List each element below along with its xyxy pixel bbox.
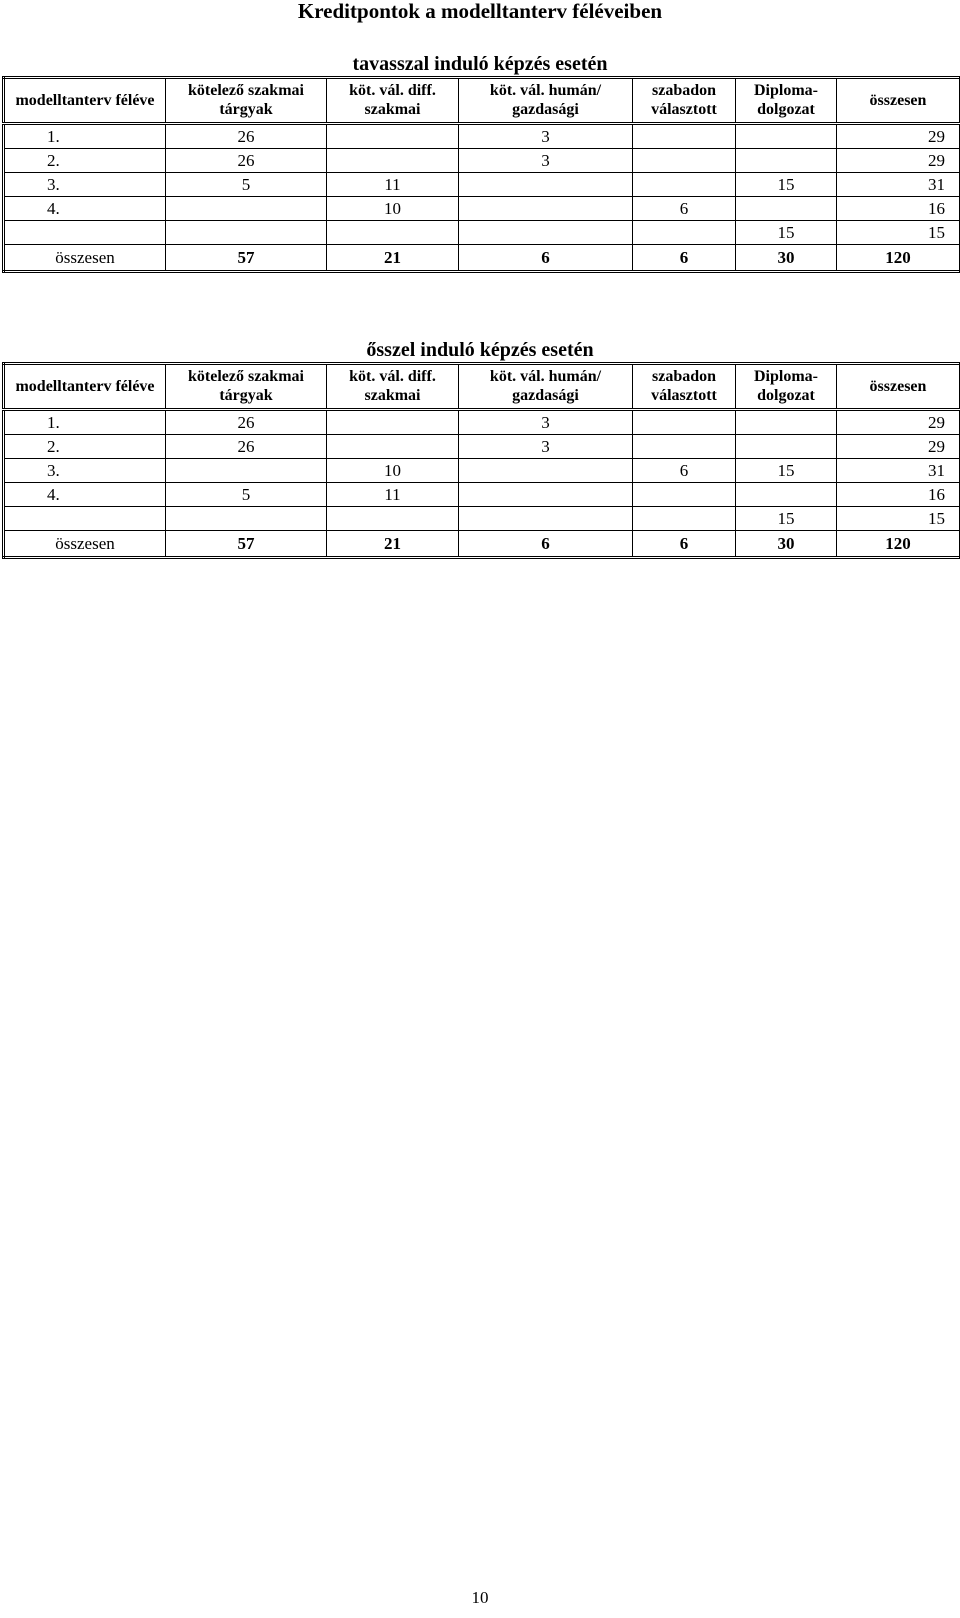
cell-semester: 4.	[4, 483, 166, 507]
cell-thesis	[736, 149, 837, 173]
cell-semester: 2.	[4, 435, 166, 459]
cell-free-elective: 6	[633, 245, 736, 272]
table-row	[4, 483, 960, 507]
cell-mandatory: 57	[166, 531, 327, 558]
header-thesis: Diploma-dolgozat	[736, 78, 837, 124]
cell-semester: 1.	[47, 126, 60, 146]
cell-total: 29	[837, 435, 960, 459]
cell-semester: 2.	[4, 149, 166, 173]
cell-mandatory: 26	[166, 410, 327, 435]
header-free-elective: szabadon választott	[633, 78, 736, 124]
table-row	[4, 459, 960, 483]
cell-mandatory: 26	[166, 124, 327, 149]
cell-elective-professional	[327, 435, 459, 459]
header-elective-professional: köt. vál. diff. szakmai	[327, 78, 459, 124]
cell-elective-humanities	[459, 173, 633, 197]
cell-thesis: 15	[736, 221, 837, 245]
cell-elective-professional: 21	[327, 531, 459, 558]
cell-mandatory: 26	[166, 149, 327, 173]
cell-elective-humanities	[459, 197, 633, 221]
table-row	[4, 507, 960, 531]
cell-total: 29	[837, 410, 960, 435]
cell-mandatory: 57	[166, 245, 327, 272]
table-row	[4, 173, 960, 197]
header-total: összesen	[837, 78, 960, 124]
header-total: összesen	[837, 364, 960, 410]
cell-thesis	[736, 124, 837, 149]
cell-semester: 3.	[4, 459, 166, 483]
total-row	[4, 531, 960, 558]
cell-thesis	[736, 483, 837, 507]
cell-elective-professional	[327, 507, 459, 531]
cell-total: 31	[837, 173, 960, 197]
cell-mandatory	[166, 459, 327, 483]
cell-free-elective	[633, 221, 736, 245]
cell-total: 29	[837, 149, 960, 173]
cell-elective-humanities: 3	[459, 410, 633, 435]
cell-elective-humanities: 6	[459, 245, 633, 272]
autumn-header-row	[4, 364, 960, 410]
cell-elective-humanities	[459, 221, 633, 245]
cell-thesis: 30	[736, 245, 837, 272]
cell-thesis	[736, 410, 837, 435]
cell-free-elective	[633, 435, 736, 459]
page-title: Kreditpontok a modelltanterv féléveiben	[297, 0, 663, 23]
cell-free-elective	[633, 173, 736, 197]
cell-thesis	[736, 435, 837, 459]
cell-mandatory: 26	[166, 435, 327, 459]
cell-free-elective: 6	[633, 459, 736, 483]
cell-elective-humanities	[459, 483, 633, 507]
cell-thesis: 15	[736, 173, 837, 197]
header-mandatory: kötelező szakmai tárgyak	[166, 364, 327, 410]
cell-total-label: összesen	[4, 531, 166, 558]
header-elective-humanities: köt. vál. humán/ gazdasági	[459, 78, 633, 124]
cell-mandatory	[166, 197, 327, 221]
cell-thesis: 30	[736, 531, 837, 558]
cell-total: 16	[837, 483, 960, 507]
cell-free-elective	[633, 507, 736, 531]
page-number: 10	[471, 1588, 489, 1607]
cell-mandatory	[166, 507, 327, 531]
header-free-elective: szabadon választott	[633, 364, 736, 410]
cell-elective-professional	[327, 410, 459, 435]
header-semester: modelltanterv féléve	[4, 364, 166, 410]
cell-total-label: összesen	[4, 245, 166, 272]
spring-credit-table	[2, 76, 960, 273]
cell-elective-professional: 10	[327, 459, 459, 483]
table-row	[4, 435, 960, 459]
cell-total: 15	[837, 507, 960, 531]
cell-total: 31	[837, 459, 960, 483]
cell-elective-professional: 21	[327, 245, 459, 272]
cell-thesis	[736, 197, 837, 221]
cell-thesis: 15	[736, 459, 837, 483]
cell-mandatory: 5	[166, 173, 327, 197]
cell-semester: 4.	[4, 197, 166, 221]
cell-elective-professional	[327, 149, 459, 173]
cell-free-elective	[633, 124, 736, 149]
total-row	[4, 245, 960, 272]
cell-elective-humanities: 3	[459, 124, 633, 149]
cell-elective-humanities	[459, 459, 633, 483]
cell-semester	[4, 221, 166, 245]
cell-semester: 3.	[4, 173, 166, 197]
header-mandatory: kötelező szakmai tárgyak	[166, 78, 327, 124]
autumn-credit-table	[2, 362, 960, 559]
cell-thesis: 15	[736, 507, 837, 531]
cell-elective-professional	[327, 124, 459, 149]
cell-total: 29	[837, 124, 960, 149]
cell-elective-professional: 10	[327, 197, 459, 221]
cell-total: 120	[837, 245, 960, 272]
cell-elective-professional: 11	[327, 173, 459, 197]
table-row	[4, 410, 960, 435]
spring-table-subtitle: tavasszal induló képzés esetén	[352, 53, 608, 75]
cell-elective-humanities: 6	[459, 531, 633, 558]
cell-elective-humanities: 3	[459, 435, 633, 459]
cell-total: 15	[837, 221, 960, 245]
table-row	[4, 197, 960, 221]
cell-elective-humanities: 3	[459, 149, 633, 173]
header-elective-professional: köt. vál. diff. szakmai	[327, 364, 459, 410]
cell-semester: 1.	[47, 412, 60, 432]
table-row	[4, 221, 960, 245]
cell-elective-humanities	[459, 507, 633, 531]
table-row	[4, 149, 960, 173]
cell-free-elective	[633, 410, 736, 435]
header-semester: modelltanterv féléve	[4, 78, 166, 124]
cell-mandatory: 5	[166, 483, 327, 507]
cell-free-elective	[633, 149, 736, 173]
cell-semester	[4, 507, 166, 531]
spring-header-row	[4, 78, 960, 124]
cell-free-elective: 6	[633, 531, 736, 558]
cell-free-elective	[633, 483, 736, 507]
header-thesis: Diploma-dolgozat	[736, 364, 837, 410]
header-elective-humanities: köt. vál. humán/ gazdasági	[459, 364, 633, 410]
table-row	[4, 124, 960, 149]
cell-total: 120	[837, 531, 960, 558]
cell-elective-professional: 11	[327, 483, 459, 507]
autumn-table-subtitle: ősszel induló képzés esetén	[366, 339, 594, 361]
cell-total: 16	[837, 197, 960, 221]
cell-elective-professional	[327, 221, 459, 245]
cell-mandatory	[166, 221, 327, 245]
cell-free-elective: 6	[633, 197, 736, 221]
